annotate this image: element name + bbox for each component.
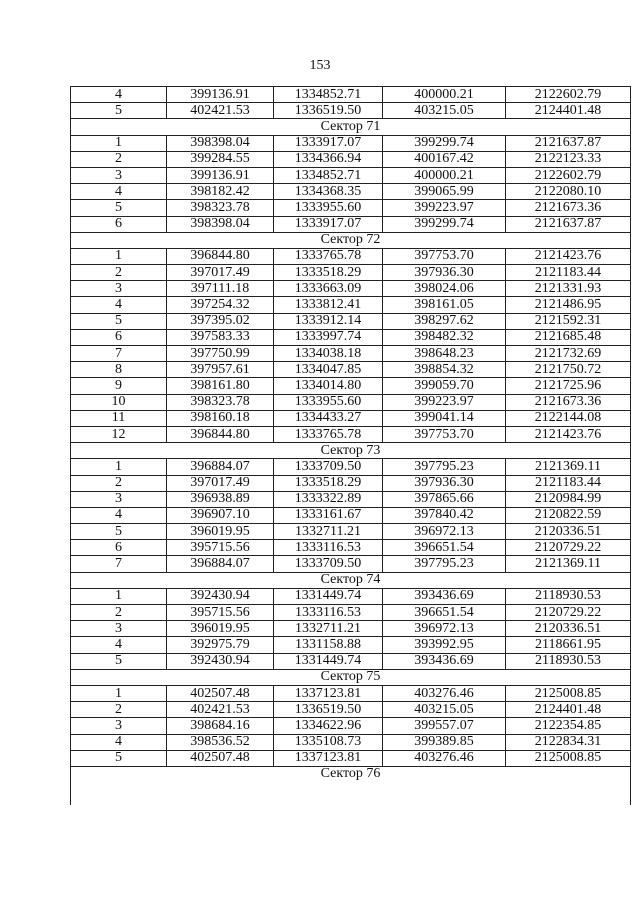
x2-cell: 398648.23: [383, 346, 506, 362]
point-number-cell: 1: [71, 459, 167, 475]
y2-cell: 2120822.59: [506, 507, 631, 523]
x2-cell: 399223.97: [383, 200, 506, 216]
y1-cell: 1333917.07: [274, 216, 383, 232]
y1-cell: 1333709.50: [274, 459, 383, 475]
y1-cell: 1333765.78: [274, 248, 383, 264]
y2-cell: 2121369.11: [506, 556, 631, 572]
x2-cell: 396972.13: [383, 524, 506, 540]
y2-cell: 2120336.51: [506, 524, 631, 540]
point-number-cell: 4: [71, 734, 167, 750]
x1-cell: 398398.04: [167, 135, 274, 151]
y2-cell: 2122602.79: [506, 87, 631, 103]
table-row: [71, 524, 631, 540]
y1-cell: 1333912.14: [274, 313, 383, 329]
point-number-cell: 3: [71, 281, 167, 297]
x1-cell: 398160.18: [167, 410, 274, 426]
table-row: [71, 216, 631, 232]
x1-cell: 397017.49: [167, 475, 274, 491]
y1-cell: 1333322.89: [274, 491, 383, 507]
point-number-cell: 8: [71, 362, 167, 378]
y2-cell: 2121183.44: [506, 265, 631, 281]
coordinates-table-body: [71, 87, 631, 805]
y1-cell: 1333955.60: [274, 200, 383, 216]
x1-cell: 396019.95: [167, 524, 274, 540]
table-row: [71, 281, 631, 297]
x1-cell: 396844.80: [167, 426, 274, 442]
point-number-cell: 12: [71, 426, 167, 442]
x1-cell: 392430.94: [167, 653, 274, 669]
x2-cell: 396651.54: [383, 540, 506, 556]
point-number-cell: 5: [71, 524, 167, 540]
table-row: [71, 491, 631, 507]
y2-cell: 2122123.33: [506, 151, 631, 167]
table-row: [71, 605, 631, 621]
y1-cell: 1333917.07: [274, 135, 383, 151]
x1-cell: 396884.07: [167, 459, 274, 475]
point-number-cell: 6: [71, 329, 167, 345]
table-row: [71, 718, 631, 734]
y2-cell: 2121423.76: [506, 248, 631, 264]
table-row: [71, 702, 631, 718]
sector-header-row: [71, 119, 631, 135]
x2-cell: 398297.62: [383, 313, 506, 329]
x2-cell: 393436.69: [383, 653, 506, 669]
x1-cell: 398182.42: [167, 184, 274, 200]
table-row: [71, 410, 631, 426]
point-number-cell: 7: [71, 346, 167, 362]
x1-cell: 392430.94: [167, 588, 274, 604]
x2-cell: 399059.70: [383, 378, 506, 394]
x2-cell: 399389.85: [383, 734, 506, 750]
x1-cell: 402421.53: [167, 702, 274, 718]
table-row: [71, 200, 631, 216]
x2-cell: 397936.30: [383, 475, 506, 491]
y2-cell: 2122144.08: [506, 410, 631, 426]
x2-cell: 400167.42: [383, 151, 506, 167]
x2-cell: 398854.32: [383, 362, 506, 378]
table-row: [71, 103, 631, 119]
table-row: [71, 394, 631, 410]
point-number-cell: 1: [71, 685, 167, 701]
x1-cell: 397583.33: [167, 329, 274, 345]
y2-cell: 2122602.79: [506, 167, 631, 183]
x2-cell: 399065.99: [383, 184, 506, 200]
table-row: [71, 621, 631, 637]
point-number-cell: 4: [71, 184, 167, 200]
x2-cell: 403215.05: [383, 103, 506, 119]
x1-cell: 396907.10: [167, 507, 274, 523]
y1-cell: 1334014.80: [274, 378, 383, 394]
y2-cell: 2121673.36: [506, 200, 631, 216]
x2-cell: 400000.21: [383, 167, 506, 183]
table-row: [71, 507, 631, 523]
y1-cell: 1331449.74: [274, 653, 383, 669]
y1-cell: 1332711.21: [274, 621, 383, 637]
x2-cell: 393992.95: [383, 637, 506, 653]
x2-cell: 397753.70: [383, 248, 506, 264]
x2-cell: 393436.69: [383, 588, 506, 604]
sector-header-row: [71, 766, 631, 805]
sector-header-label: Сектор 76: [71, 766, 631, 805]
y1-cell: 1334038.18: [274, 346, 383, 362]
point-number-cell: 2: [71, 475, 167, 491]
x2-cell: 397865.66: [383, 491, 506, 507]
page-number: 153: [309, 58, 331, 73]
x2-cell: 403276.46: [383, 685, 506, 701]
y2-cell: 2121750.72: [506, 362, 631, 378]
y2-cell: 2124401.48: [506, 103, 631, 119]
y2-cell: 2118930.53: [506, 653, 631, 669]
point-number-cell: 6: [71, 540, 167, 556]
y1-cell: 1333955.60: [274, 394, 383, 410]
table-row: [71, 588, 631, 604]
table-row: [71, 653, 631, 669]
y2-cell: 2121369.11: [506, 459, 631, 475]
x2-cell: 397795.23: [383, 556, 506, 572]
x2-cell: 396651.54: [383, 605, 506, 621]
x1-cell: 402507.48: [167, 750, 274, 766]
point-number-cell: 5: [71, 313, 167, 329]
x2-cell: 397840.42: [383, 507, 506, 523]
y1-cell: 1333709.50: [274, 556, 383, 572]
table-row: [71, 87, 631, 103]
table-row: [71, 329, 631, 345]
y1-cell: 1333518.29: [274, 475, 383, 491]
table-row: [71, 297, 631, 313]
point-number-cell: 4: [71, 637, 167, 653]
x2-cell: 399557.07: [383, 718, 506, 734]
x2-cell: 403276.46: [383, 750, 506, 766]
point-number-cell: 10: [71, 394, 167, 410]
y1-cell: 1333116.53: [274, 605, 383, 621]
point-number-cell: 4: [71, 297, 167, 313]
point-number-cell: 3: [71, 718, 167, 734]
y2-cell: 2118661.95: [506, 637, 631, 653]
table-row: [71, 135, 631, 151]
y2-cell: 2121331.93: [506, 281, 631, 297]
x1-cell: 397111.18: [167, 281, 274, 297]
x2-cell: 396972.13: [383, 621, 506, 637]
x1-cell: 398323.78: [167, 394, 274, 410]
x2-cell: 397936.30: [383, 265, 506, 281]
y1-cell: 1334366.94: [274, 151, 383, 167]
x2-cell: 400000.21: [383, 87, 506, 103]
table-row: [71, 248, 631, 264]
x1-cell: 396938.89: [167, 491, 274, 507]
table-row: [71, 685, 631, 701]
x1-cell: 398536.52: [167, 734, 274, 750]
table-row: [71, 346, 631, 362]
table-row: [71, 362, 631, 378]
y2-cell: 2121685.48: [506, 329, 631, 345]
sector-header-label: Сектор 72: [71, 232, 631, 248]
table-row: [71, 167, 631, 183]
sector-header-label: Сектор 73: [71, 443, 631, 459]
x1-cell: 397017.49: [167, 265, 274, 281]
x1-cell: 398398.04: [167, 216, 274, 232]
y1-cell: 1336519.50: [274, 103, 383, 119]
y2-cell: 2122834.31: [506, 734, 631, 750]
y1-cell: 1335108.73: [274, 734, 383, 750]
point-number-cell: 1: [71, 588, 167, 604]
point-number-cell: 7: [71, 556, 167, 572]
y2-cell: 2122080.10: [506, 184, 631, 200]
x1-cell: 392975.79: [167, 637, 274, 653]
coordinates-table: [70, 86, 631, 805]
y2-cell: 2121637.87: [506, 216, 631, 232]
x2-cell: 399299.74: [383, 135, 506, 151]
sector-header-label: Сектор 71: [71, 119, 631, 135]
table-row: [71, 378, 631, 394]
table-row: [71, 556, 631, 572]
x2-cell: 399299.74: [383, 216, 506, 232]
point-number-cell: 9: [71, 378, 167, 394]
table-row: [71, 184, 631, 200]
table-row: [71, 459, 631, 475]
y2-cell: 2125008.85: [506, 750, 631, 766]
y1-cell: 1334047.85: [274, 362, 383, 378]
point-number-cell: 2: [71, 605, 167, 621]
sector-header-row: [71, 232, 631, 248]
x1-cell: 397750.99: [167, 346, 274, 362]
sector-header-row: [71, 443, 631, 459]
y2-cell: 2120729.22: [506, 605, 631, 621]
y2-cell: 2121673.36: [506, 394, 631, 410]
y1-cell: 1333663.09: [274, 281, 383, 297]
point-number-cell: 4: [71, 507, 167, 523]
y1-cell: 1333161.67: [274, 507, 383, 523]
x1-cell: 396019.95: [167, 621, 274, 637]
x1-cell: 399284.55: [167, 151, 274, 167]
x1-cell: 397254.32: [167, 297, 274, 313]
point-number-cell: 5: [71, 653, 167, 669]
x2-cell: 398161.05: [383, 297, 506, 313]
x1-cell: 398684.16: [167, 718, 274, 734]
y2-cell: 2121592.31: [506, 313, 631, 329]
point-number-cell: 1: [71, 248, 167, 264]
point-number-cell: 1: [71, 135, 167, 151]
x1-cell: 396844.80: [167, 248, 274, 264]
point-number-cell: 5: [71, 103, 167, 119]
x2-cell: 398024.06: [383, 281, 506, 297]
x2-cell: 403215.05: [383, 702, 506, 718]
point-number-cell: 5: [71, 200, 167, 216]
y1-cell: 1334433.27: [274, 410, 383, 426]
y1-cell: 1334622.96: [274, 718, 383, 734]
x1-cell: 395715.56: [167, 540, 274, 556]
y2-cell: 2122354.85: [506, 718, 631, 734]
point-number-cell: 5: [71, 750, 167, 766]
table-row: [71, 426, 631, 442]
y1-cell: 1337123.81: [274, 685, 383, 701]
point-number-cell: 2: [71, 702, 167, 718]
x1-cell: 399136.91: [167, 87, 274, 103]
point-number-cell: 3: [71, 167, 167, 183]
point-number-cell: 11: [71, 410, 167, 426]
y1-cell: 1331449.74: [274, 588, 383, 604]
x2-cell: 397753.70: [383, 426, 506, 442]
y1-cell: 1332711.21: [274, 524, 383, 540]
x2-cell: 399041.14: [383, 410, 506, 426]
x1-cell: 397395.02: [167, 313, 274, 329]
x1-cell: 396884.07: [167, 556, 274, 572]
table-row: [71, 475, 631, 491]
point-number-cell: 4: [71, 87, 167, 103]
y2-cell: 2120984.99: [506, 491, 631, 507]
y1-cell: 1331158.88: [274, 637, 383, 653]
x1-cell: 398161.80: [167, 378, 274, 394]
y2-cell: 2121725.96: [506, 378, 631, 394]
table-row: [71, 637, 631, 653]
x2-cell: 397795.23: [383, 459, 506, 475]
table-row: [71, 540, 631, 556]
y2-cell: 2124401.48: [506, 702, 631, 718]
point-number-cell: 2: [71, 151, 167, 167]
table-row: [71, 734, 631, 750]
point-number-cell: 3: [71, 491, 167, 507]
y2-cell: 2121183.44: [506, 475, 631, 491]
y1-cell: 1333116.53: [274, 540, 383, 556]
x1-cell: 395715.56: [167, 605, 274, 621]
y2-cell: 2125008.85: [506, 685, 631, 701]
table-row: [71, 313, 631, 329]
sector-header-row: [71, 572, 631, 588]
y1-cell: 1333765.78: [274, 426, 383, 442]
y2-cell: 2118930.53: [506, 588, 631, 604]
y1-cell: 1333812.41: [274, 297, 383, 313]
x1-cell: 397957.61: [167, 362, 274, 378]
table-row: [71, 750, 631, 766]
table-row: [71, 151, 631, 167]
y1-cell: 1333518.29: [274, 265, 383, 281]
y1-cell: 1334368.35: [274, 184, 383, 200]
y1-cell: 1336519.50: [274, 702, 383, 718]
x2-cell: 399223.97: [383, 394, 506, 410]
x1-cell: 402507.48: [167, 685, 274, 701]
x1-cell: 398323.78: [167, 200, 274, 216]
sector-header-row: [71, 669, 631, 685]
point-number-cell: 3: [71, 621, 167, 637]
y1-cell: 1337123.81: [274, 750, 383, 766]
sector-header-label: Сектор 74: [71, 572, 631, 588]
point-number-cell: 2: [71, 265, 167, 281]
y1-cell: 1334852.71: [274, 87, 383, 103]
y2-cell: 2121423.76: [506, 426, 631, 442]
y2-cell: 2121732.69: [506, 346, 631, 362]
y1-cell: 1333997.74: [274, 329, 383, 345]
point-number-cell: 6: [71, 216, 167, 232]
y2-cell: 2121486.95: [506, 297, 631, 313]
y2-cell: 2121637.87: [506, 135, 631, 151]
x1-cell: 399136.91: [167, 167, 274, 183]
x1-cell: 402421.53: [167, 103, 274, 119]
x2-cell: 398482.32: [383, 329, 506, 345]
table-row: [71, 265, 631, 281]
y1-cell: 1334852.71: [274, 167, 383, 183]
y2-cell: 2120336.51: [506, 621, 631, 637]
y2-cell: 2120729.22: [506, 540, 631, 556]
sector-header-label: Сектор 75: [71, 669, 631, 685]
